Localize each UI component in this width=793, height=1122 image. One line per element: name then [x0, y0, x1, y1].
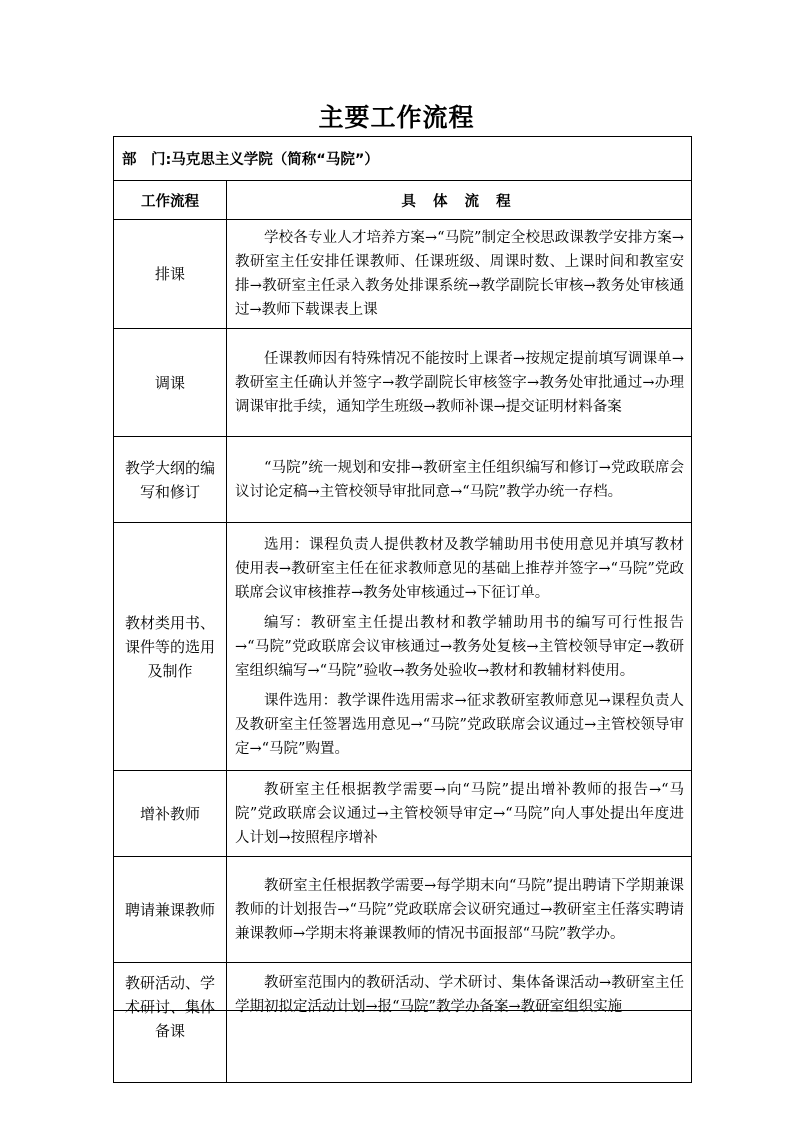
row-name: 调课: [114, 329, 227, 437]
table-row: [114, 437, 692, 523]
row-paragraph: 学校各专业人才培养方案→“马院”制定全校思政课教学安排方案→教研室主任安排任课教师、任课班级、周课时数、上课时间和教室安排→教研室主任录入教务处排课系统→教学副院长审核→教务处审核通过→教师下载课表上课: [235, 230, 685, 318]
row-description: [227, 963, 692, 1083]
header-workflow: 工作流程: [114, 181, 227, 220]
row-paragraph: 教研室主任根据教学需要→向“马院”提出增补教师的报告→“马院”党政联席会议通过→主管校领导审定→“马院”向人事处提出年度进人计划→按照程序增补: [235, 781, 685, 846]
header-row: [114, 181, 692, 220]
row-description: [227, 329, 692, 437]
row-paragraph: 编写：教研室主任提出教材和教学辅助用书的编写可行性报告→“马院”党政联席会议审核通过→教务处复核→主管校领导审定→教研室组织编写→“马院”验收→教务处验收→教材和教辅材料使用。: [235, 614, 685, 679]
table-row: [114, 329, 692, 437]
header-details: 具 体 流 程: [227, 181, 692, 220]
row-description: [227, 523, 692, 771]
row-description: [227, 857, 692, 963]
row-name: 教学大纲的编写和修订: [114, 437, 227, 523]
row-name: 聘请兼课教师: [114, 857, 227, 963]
row-paragraph: “马院”统一规划和安排→教研室主任组织编写和修订→党政联席会议讨论定稿→主管校领导审批同意→“马院”教学办统一存档。: [235, 459, 685, 500]
row-paragraph: 课件选用：教学课件选用需求→征求教研室教师意见→课程负责人及教研室主任签署选用意见→“马院”党政联席会议通过→主管校领导审定→“马院”购置。: [235, 692, 685, 757]
department-label: 部 门:马克思主义学院（简称“马院”）: [114, 137, 692, 181]
row-name: 排课: [114, 220, 227, 329]
row-name: 增补教师: [114, 771, 227, 857]
table-row: [114, 857, 692, 963]
table-row: [114, 523, 692, 771]
workflow-table-wrapper: [113, 136, 691, 1040]
row-paragraph: 教研室范围内的教研活动、学术研讨、集体备课活动→教研室主任学期初拟定活动计划→报“马院”教学办备案→教研室组织实施: [235, 975, 685, 1015]
page-title: 主要工作流程: [318, 103, 475, 132]
row-paragraph: 教研室主任根据教学需要→每学期末向“马院”提出聘请下学期兼课教师的计划报告→“马院”党政联席会议研究通过→教研室主任落实聘请兼课教师→学期末将兼课教师的情况书面报部“马院”教学办。: [235, 877, 685, 942]
row-paragraph: 选用：课程负责人提供教材及教学辅助用书使用意见并填写教材使用表→教研室主任在征求教师意见的基础上推荐并签字→“马院”党政联席会议审核推荐→教务处审核通过→下征订单。: [235, 536, 685, 601]
table-row: [114, 220, 692, 329]
row-name: 教研活动、学术研讨、集体备课: [114, 963, 227, 1083]
table-row: [114, 771, 692, 857]
row-paragraph: 任课教师因有特殊情况不能按时上课者→按规定提前填写调课单→教研室主任确认并签字→教学副院长审核签字→教务处审批通过→办理调课审批手续，通知学生班级→教师补课→提交证明材料备案: [235, 350, 685, 415]
row-description: [227, 771, 692, 857]
row-description: [227, 437, 692, 523]
workflow-table: [113, 136, 692, 1083]
row-name: 教材类用书、课件等的选用及制作: [114, 523, 227, 771]
department-row: [114, 137, 692, 181]
table-row: [114, 963, 692, 1083]
row-description: [227, 220, 692, 329]
